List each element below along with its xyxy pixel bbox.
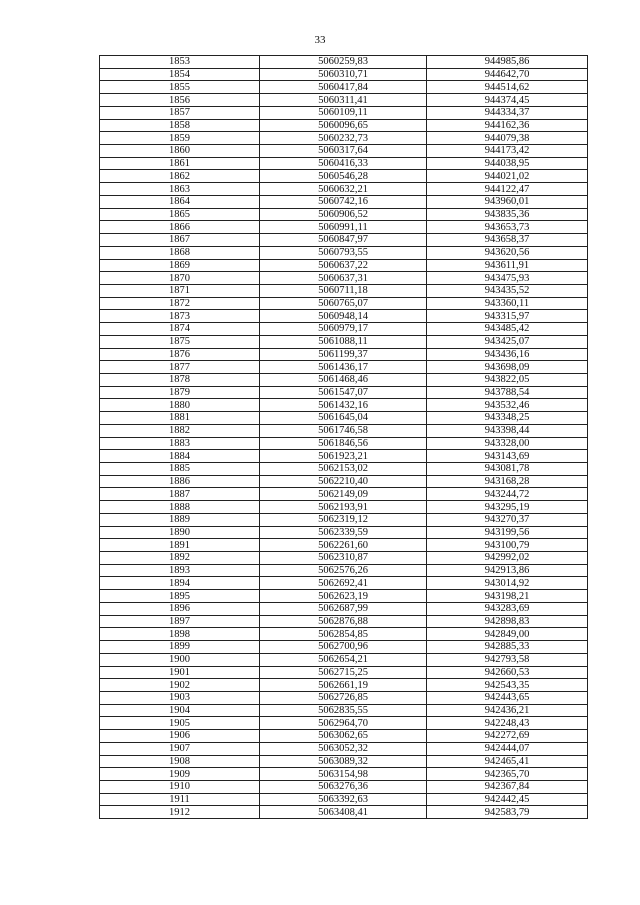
table-row bbox=[100, 704, 588, 717]
point-number-cell: 1885 bbox=[100, 463, 260, 476]
x-coordinate-cell: 5060096,65 bbox=[260, 119, 427, 132]
point-number-cell: 1879 bbox=[100, 386, 260, 399]
table-row bbox=[100, 284, 588, 297]
y-coordinate-cell: 944162,36 bbox=[427, 119, 588, 132]
y-coordinate-cell: 942660,53 bbox=[427, 666, 588, 679]
x-coordinate-cell: 5060847,97 bbox=[260, 234, 427, 247]
table-row bbox=[100, 157, 588, 170]
x-coordinate-cell: 5062715,25 bbox=[260, 666, 427, 679]
table-row bbox=[100, 195, 588, 208]
x-coordinate-cell: 5063154,98 bbox=[260, 768, 427, 781]
table-row bbox=[100, 539, 588, 552]
table-row bbox=[100, 666, 588, 679]
point-number-cell: 1883 bbox=[100, 437, 260, 450]
x-coordinate-cell: 5063062,65 bbox=[260, 730, 427, 743]
point-number-cell: 1866 bbox=[100, 221, 260, 234]
x-coordinate-cell: 5062726,85 bbox=[260, 691, 427, 704]
table-row bbox=[100, 615, 588, 628]
x-coordinate-cell: 5062835,55 bbox=[260, 704, 427, 717]
y-coordinate-cell: 943283,69 bbox=[427, 602, 588, 615]
point-number-cell: 1856 bbox=[100, 94, 260, 107]
table-row bbox=[100, 386, 588, 399]
y-coordinate-cell: 943835,36 bbox=[427, 208, 588, 221]
table-row bbox=[100, 577, 588, 590]
point-number-cell: 1871 bbox=[100, 284, 260, 297]
table-row bbox=[100, 246, 588, 259]
x-coordinate-cell: 5062964,70 bbox=[260, 717, 427, 730]
table-row bbox=[100, 221, 588, 234]
table-row bbox=[100, 259, 588, 272]
y-coordinate-cell: 944374,45 bbox=[427, 94, 588, 107]
y-coordinate-cell: 943960,01 bbox=[427, 195, 588, 208]
x-coordinate-cell: 5062623,19 bbox=[260, 590, 427, 603]
table-row bbox=[100, 590, 588, 603]
x-coordinate-cell: 5061923,21 bbox=[260, 450, 427, 463]
table-row bbox=[100, 755, 588, 768]
y-coordinate-cell: 943143,69 bbox=[427, 450, 588, 463]
point-number-cell: 1860 bbox=[100, 145, 260, 158]
x-coordinate-cell: 5061746,58 bbox=[260, 424, 427, 437]
table-row bbox=[100, 170, 588, 183]
y-coordinate-cell: 943270,37 bbox=[427, 513, 588, 526]
x-coordinate-cell: 5062193,91 bbox=[260, 501, 427, 514]
table-row bbox=[100, 437, 588, 450]
x-coordinate-cell: 5060546,28 bbox=[260, 170, 427, 183]
x-coordinate-cell: 5062310,87 bbox=[260, 552, 427, 565]
point-number-cell: 1905 bbox=[100, 717, 260, 730]
y-coordinate-cell: 943100,79 bbox=[427, 539, 588, 552]
point-number-cell: 1867 bbox=[100, 234, 260, 247]
table-row bbox=[100, 145, 588, 158]
y-coordinate-cell: 943168,28 bbox=[427, 475, 588, 488]
table-row bbox=[100, 679, 588, 692]
table-row bbox=[100, 297, 588, 310]
point-number-cell: 1857 bbox=[100, 106, 260, 119]
point-number-cell: 1909 bbox=[100, 768, 260, 781]
table-row bbox=[100, 501, 588, 514]
point-number-cell: 1896 bbox=[100, 602, 260, 615]
table-row bbox=[100, 68, 588, 81]
y-coordinate-cell: 943620,56 bbox=[427, 246, 588, 259]
y-coordinate-cell: 942885,33 bbox=[427, 641, 588, 654]
page-number: 33 bbox=[314, 34, 326, 46]
y-coordinate-cell: 942583,79 bbox=[427, 806, 588, 819]
table-row bbox=[100, 602, 588, 615]
x-coordinate-cell: 5060793,55 bbox=[260, 246, 427, 259]
x-coordinate-cell: 5063392,63 bbox=[260, 793, 427, 806]
point-number-cell: 1878 bbox=[100, 373, 260, 386]
y-coordinate-cell: 942992,02 bbox=[427, 552, 588, 565]
point-number-cell: 1868 bbox=[100, 246, 260, 259]
y-coordinate-cell: 943014,92 bbox=[427, 577, 588, 590]
y-coordinate-cell: 944334,37 bbox=[427, 106, 588, 119]
point-number-cell: 1892 bbox=[100, 552, 260, 565]
point-number-cell: 1908 bbox=[100, 755, 260, 768]
y-coordinate-cell: 944079,38 bbox=[427, 132, 588, 145]
table-row bbox=[100, 730, 588, 743]
x-coordinate-cell: 5060311,41 bbox=[260, 94, 427, 107]
x-coordinate-cell: 5062692,41 bbox=[260, 577, 427, 590]
x-coordinate-cell: 5062210,40 bbox=[260, 475, 427, 488]
point-number-cell: 1888 bbox=[100, 501, 260, 514]
x-coordinate-cell: 5061436,17 bbox=[260, 361, 427, 374]
x-coordinate-cell: 5062687,99 bbox=[260, 602, 427, 615]
y-coordinate-cell: 944122,47 bbox=[427, 183, 588, 196]
x-coordinate-cell: 5060637,31 bbox=[260, 272, 427, 285]
point-number-cell: 1876 bbox=[100, 348, 260, 361]
table-row bbox=[100, 513, 588, 526]
x-coordinate-cell: 5060259,83 bbox=[260, 56, 427, 69]
table-row bbox=[100, 768, 588, 781]
y-coordinate-cell: 942367,84 bbox=[427, 780, 588, 793]
point-number-cell: 1880 bbox=[100, 399, 260, 412]
table-row bbox=[100, 526, 588, 539]
x-coordinate-cell: 5060310,71 bbox=[260, 68, 427, 81]
table-row bbox=[100, 564, 588, 577]
x-coordinate-cell: 5062854,85 bbox=[260, 628, 427, 641]
x-coordinate-cell: 5060906,52 bbox=[260, 208, 427, 221]
table-row bbox=[100, 361, 588, 374]
y-coordinate-cell: 943485,42 bbox=[427, 323, 588, 336]
point-number-cell: 1865 bbox=[100, 208, 260, 221]
point-number-cell: 1874 bbox=[100, 323, 260, 336]
x-coordinate-cell: 5063408,41 bbox=[260, 806, 427, 819]
x-coordinate-cell: 5061088,11 bbox=[260, 335, 427, 348]
x-coordinate-cell: 5060637,22 bbox=[260, 259, 427, 272]
y-coordinate-cell: 943698,09 bbox=[427, 361, 588, 374]
y-coordinate-cell: 944038,95 bbox=[427, 157, 588, 170]
x-coordinate-cell: 5062661,19 bbox=[260, 679, 427, 692]
table-row bbox=[100, 742, 588, 755]
coordinates-table bbox=[99, 55, 588, 819]
y-coordinate-cell: 942365,70 bbox=[427, 768, 588, 781]
point-number-cell: 1859 bbox=[100, 132, 260, 145]
point-number-cell: 1873 bbox=[100, 310, 260, 323]
table-row bbox=[100, 399, 588, 412]
point-number-cell: 1894 bbox=[100, 577, 260, 590]
y-coordinate-cell: 942442,45 bbox=[427, 793, 588, 806]
x-coordinate-cell: 5060317,64 bbox=[260, 145, 427, 158]
y-coordinate-cell: 942898,83 bbox=[427, 615, 588, 628]
point-number-cell: 1902 bbox=[100, 679, 260, 692]
table-row bbox=[100, 56, 588, 69]
point-number-cell: 1904 bbox=[100, 704, 260, 717]
x-coordinate-cell: 5062876,88 bbox=[260, 615, 427, 628]
y-coordinate-cell: 942248,43 bbox=[427, 717, 588, 730]
point-number-cell: 1861 bbox=[100, 157, 260, 170]
table-row bbox=[100, 323, 588, 336]
y-coordinate-cell: 943532,46 bbox=[427, 399, 588, 412]
table-row bbox=[100, 450, 588, 463]
point-number-cell: 1877 bbox=[100, 361, 260, 374]
table-row bbox=[100, 234, 588, 247]
point-number-cell: 1875 bbox=[100, 335, 260, 348]
point-number-cell: 1862 bbox=[100, 170, 260, 183]
x-coordinate-cell: 5062149,09 bbox=[260, 488, 427, 501]
table-row bbox=[100, 272, 588, 285]
y-coordinate-cell: 942543,35 bbox=[427, 679, 588, 692]
point-number-cell: 1907 bbox=[100, 742, 260, 755]
y-coordinate-cell: 943081,78 bbox=[427, 463, 588, 476]
x-coordinate-cell: 5060991,11 bbox=[260, 221, 427, 234]
point-number-cell: 1893 bbox=[100, 564, 260, 577]
table-row bbox=[100, 488, 588, 501]
y-coordinate-cell: 943822,05 bbox=[427, 373, 588, 386]
x-coordinate-cell: 5062319,12 bbox=[260, 513, 427, 526]
point-number-cell: 1854 bbox=[100, 68, 260, 81]
y-coordinate-cell: 943658,37 bbox=[427, 234, 588, 247]
x-coordinate-cell: 5061547,07 bbox=[260, 386, 427, 399]
y-coordinate-cell: 943788,54 bbox=[427, 386, 588, 399]
y-coordinate-cell: 943199,56 bbox=[427, 526, 588, 539]
point-number-cell: 1912 bbox=[100, 806, 260, 819]
y-coordinate-cell: 942443,65 bbox=[427, 691, 588, 704]
x-coordinate-cell: 5060765,07 bbox=[260, 297, 427, 310]
y-coordinate-cell: 943328,00 bbox=[427, 437, 588, 450]
x-coordinate-cell: 5062153,02 bbox=[260, 463, 427, 476]
y-coordinate-cell: 943425,07 bbox=[427, 335, 588, 348]
point-number-cell: 1887 bbox=[100, 488, 260, 501]
table-row bbox=[100, 335, 588, 348]
y-coordinate-cell: 942913,86 bbox=[427, 564, 588, 577]
point-number-cell: 1863 bbox=[100, 183, 260, 196]
table-row bbox=[100, 653, 588, 666]
table-row bbox=[100, 717, 588, 730]
point-number-cell: 1900 bbox=[100, 653, 260, 666]
point-number-cell: 1869 bbox=[100, 259, 260, 272]
x-coordinate-cell: 5061846,56 bbox=[260, 437, 427, 450]
table-row bbox=[100, 183, 588, 196]
table-row bbox=[100, 119, 588, 132]
y-coordinate-cell: 943348,25 bbox=[427, 412, 588, 425]
y-coordinate-cell: 943398,44 bbox=[427, 424, 588, 437]
y-coordinate-cell: 942444,07 bbox=[427, 742, 588, 755]
table-row bbox=[100, 628, 588, 641]
point-number-cell: 1882 bbox=[100, 424, 260, 437]
x-coordinate-cell: 5061432,16 bbox=[260, 399, 427, 412]
x-coordinate-cell: 5060416,33 bbox=[260, 157, 427, 170]
point-number-cell: 1895 bbox=[100, 590, 260, 603]
x-coordinate-cell: 5062576,26 bbox=[260, 564, 427, 577]
table-row bbox=[100, 424, 588, 437]
x-coordinate-cell: 5060979,17 bbox=[260, 323, 427, 336]
table-row bbox=[100, 412, 588, 425]
x-coordinate-cell: 5061468,46 bbox=[260, 373, 427, 386]
y-coordinate-cell: 942849,00 bbox=[427, 628, 588, 641]
point-number-cell: 1870 bbox=[100, 272, 260, 285]
y-coordinate-cell: 944021,02 bbox=[427, 170, 588, 183]
point-number-cell: 1872 bbox=[100, 297, 260, 310]
x-coordinate-cell: 5063276,36 bbox=[260, 780, 427, 793]
y-coordinate-cell: 943436,16 bbox=[427, 348, 588, 361]
y-coordinate-cell: 943653,73 bbox=[427, 221, 588, 234]
table-row bbox=[100, 793, 588, 806]
point-number-cell: 1901 bbox=[100, 666, 260, 679]
y-coordinate-cell: 942436,21 bbox=[427, 704, 588, 717]
y-coordinate-cell: 943360,11 bbox=[427, 297, 588, 310]
table-row bbox=[100, 373, 588, 386]
table-row bbox=[100, 641, 588, 654]
x-coordinate-cell: 5060417,84 bbox=[260, 81, 427, 94]
table-row bbox=[100, 94, 588, 107]
point-number-cell: 1858 bbox=[100, 119, 260, 132]
y-coordinate-cell: 943435,52 bbox=[427, 284, 588, 297]
point-number-cell: 1898 bbox=[100, 628, 260, 641]
point-number-cell: 1889 bbox=[100, 513, 260, 526]
point-number-cell: 1899 bbox=[100, 641, 260, 654]
table-row bbox=[100, 106, 588, 119]
x-coordinate-cell: 5062654,21 bbox=[260, 653, 427, 666]
x-coordinate-cell: 5063089,32 bbox=[260, 755, 427, 768]
y-coordinate-cell: 943198,21 bbox=[427, 590, 588, 603]
point-number-cell: 1906 bbox=[100, 730, 260, 743]
table-row bbox=[100, 463, 588, 476]
x-coordinate-cell: 5060948,14 bbox=[260, 310, 427, 323]
table-row bbox=[100, 81, 588, 94]
x-coordinate-cell: 5063052,32 bbox=[260, 742, 427, 755]
point-number-cell: 1864 bbox=[100, 195, 260, 208]
x-coordinate-cell: 5060742,16 bbox=[260, 195, 427, 208]
y-coordinate-cell: 944173,42 bbox=[427, 145, 588, 158]
coordinates-table-body bbox=[100, 56, 588, 819]
point-number-cell: 1911 bbox=[100, 793, 260, 806]
y-coordinate-cell: 942465,41 bbox=[427, 755, 588, 768]
x-coordinate-cell: 5060109,11 bbox=[260, 106, 427, 119]
point-number-cell: 1884 bbox=[100, 450, 260, 463]
point-number-cell: 1910 bbox=[100, 780, 260, 793]
point-number-cell: 1903 bbox=[100, 691, 260, 704]
y-coordinate-cell: 943295,19 bbox=[427, 501, 588, 514]
x-coordinate-cell: 5062700,96 bbox=[260, 641, 427, 654]
table-row bbox=[100, 208, 588, 221]
y-coordinate-cell: 942793,58 bbox=[427, 653, 588, 666]
y-coordinate-cell: 944642,70 bbox=[427, 68, 588, 81]
y-coordinate-cell: 942272,69 bbox=[427, 730, 588, 743]
x-coordinate-cell: 5062339,59 bbox=[260, 526, 427, 539]
point-number-cell: 1886 bbox=[100, 475, 260, 488]
table-row bbox=[100, 348, 588, 361]
x-coordinate-cell: 5061645,04 bbox=[260, 412, 427, 425]
y-coordinate-cell: 943611,91 bbox=[427, 259, 588, 272]
y-coordinate-cell: 943475,93 bbox=[427, 272, 588, 285]
table-row bbox=[100, 132, 588, 145]
y-coordinate-cell: 943315,97 bbox=[427, 310, 588, 323]
x-coordinate-cell: 5060232,73 bbox=[260, 132, 427, 145]
table-row bbox=[100, 806, 588, 819]
point-number-cell: 1897 bbox=[100, 615, 260, 628]
x-coordinate-cell: 5061199,37 bbox=[260, 348, 427, 361]
table-row bbox=[100, 552, 588, 565]
y-coordinate-cell: 944514,62 bbox=[427, 81, 588, 94]
point-number-cell: 1891 bbox=[100, 539, 260, 552]
table-row bbox=[100, 475, 588, 488]
table-row bbox=[100, 310, 588, 323]
x-coordinate-cell: 5060711,18 bbox=[260, 284, 427, 297]
point-number-cell: 1881 bbox=[100, 412, 260, 425]
table-row bbox=[100, 780, 588, 793]
x-coordinate-cell: 5060632,21 bbox=[260, 183, 427, 196]
point-number-cell: 1853 bbox=[100, 56, 260, 69]
y-coordinate-cell: 943244,72 bbox=[427, 488, 588, 501]
table-row bbox=[100, 691, 588, 704]
point-number-cell: 1855 bbox=[100, 81, 260, 94]
y-coordinate-cell: 944985,86 bbox=[427, 56, 588, 69]
point-number-cell: 1890 bbox=[100, 526, 260, 539]
x-coordinate-cell: 5062261,60 bbox=[260, 539, 427, 552]
